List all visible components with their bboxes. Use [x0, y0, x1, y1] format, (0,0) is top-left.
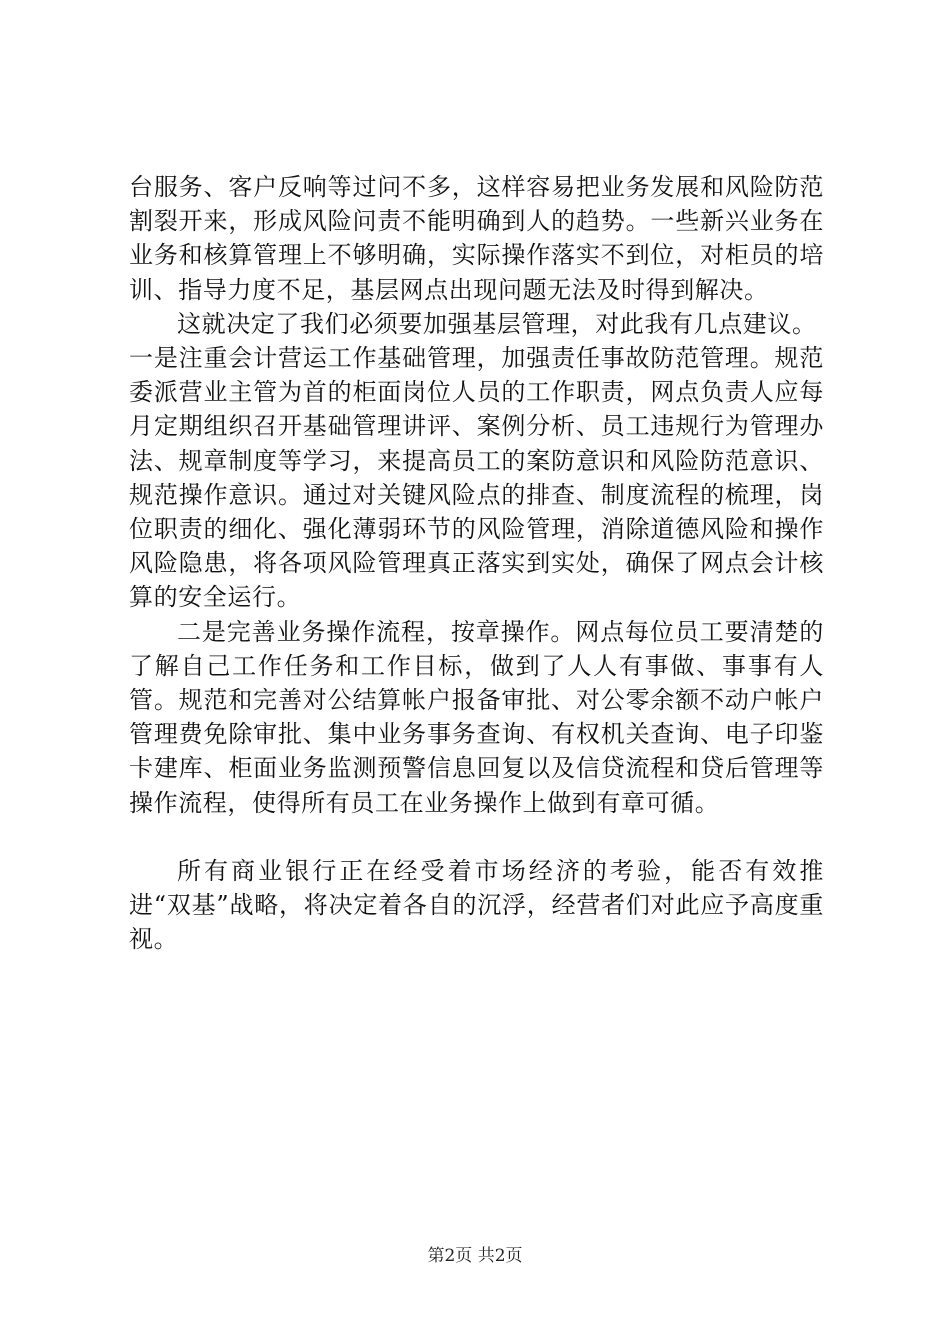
paragraph-point-two: 二是完善业务操作流程，按章操作。网点每位员工要清楚的了解自己工作任务和工作目标，做到了人人有事做、事事有人管。规范和完善对公结算帐户报备审批、对公零余额不动户帐户管理费免除审批、集中业务事务查询、有权机关查询、电子印鉴卡建库、柜面业务监测预警信息回复以及信贷流程和贷后管理等操作流程，使得所有员工在业务操作上做到有章可循。: [129, 617, 824, 817]
page-footer: 第2页 共2页: [427, 1246, 523, 1266]
paragraph-continuation: 台服务、客户反响等过问不多，这样容易把业务发展和风险防范割裂开来，形成风险问责不能明确到人的趋势。一些新兴业务在业务和核算管理上不够明确，实际操作落实不到位，对柜员的培训、指导力度不足，基层网点出现问题无法及时得到解决。: [129, 173, 824, 304]
paragraph-suggestion-intro: 这就决定了我们必须要加强基层管理，对此我有几点建议。: [177, 309, 817, 338]
body-text: [129, 170, 824, 956]
paragraph-point-one: 一是注重会计营运工作基础管理，加强责任事故防范管理。规范委派营业主管为首的柜面岗位人员的工作职责，网点负责人应每月定期组织召开基础管理讲评、案例分析、员工违规行为管理办法、规章制度等学习，来提高员工的案防意识和风险防范意识、规范操作意识。通过对关键风险点的排查、制度流程的梳理，岗位职责的细化、强化薄弱环节的风险管理，消除道德风险和操作风险隐患，将各项风险管理真正落实到实处，确保了网点会计核算的安全运行。: [129, 344, 824, 612]
paragraph-conclusion: 所有商业银行正在经受着市场经济的考验，能否有效推进“双基”战略，将决定着各自的沉浮，经营者们对此应予高度重视。: [129, 856, 824, 954]
